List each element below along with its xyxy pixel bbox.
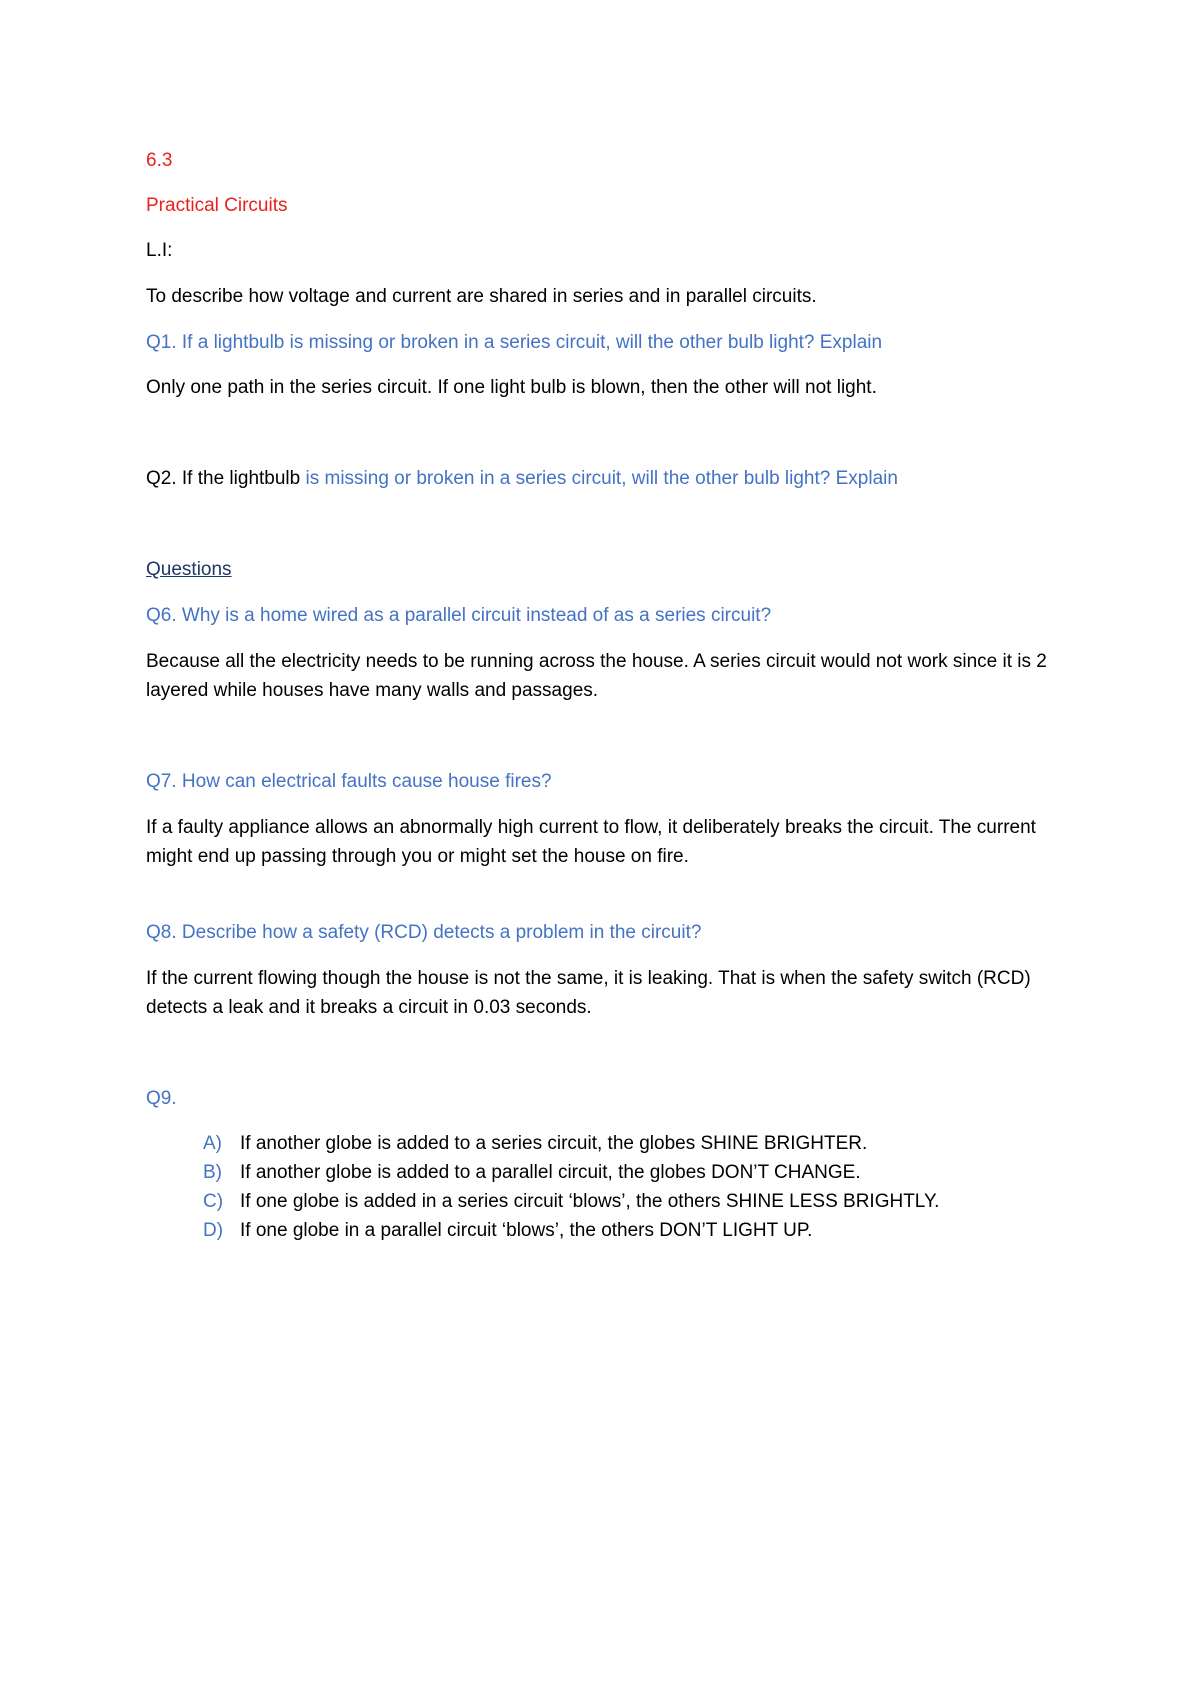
question-2 bbox=[146, 466, 898, 492]
question-9: Q9. bbox=[146, 1088, 177, 1109]
q9-statements-list bbox=[203, 1129, 939, 1245]
question-7: Q7. How can electrical faults cause house fires? bbox=[146, 771, 552, 792]
answer-7: If a faulty appliance allows an abnormally high current to flow, it deliberately breaks the circuit. The current might end up passing through you or might set the house on fire. bbox=[146, 817, 1036, 867]
section-number: 6.3 bbox=[146, 150, 173, 171]
question-6: Q6. Why is a home wired as a parallel circuit instead of as a series circuit? bbox=[146, 605, 772, 626]
learning-intention-label: L.I: bbox=[146, 240, 173, 261]
question-8: Q8. Describe how a safety (RCD) detects a problem in the circuit? bbox=[146, 922, 702, 943]
answer-6: Because all the electricity needs to be running across the house. A series circuit would not work since it is 2 layered while houses have many walls and passages. bbox=[146, 651, 1047, 701]
question-2-prefix: Q2. If the lightbulb bbox=[146, 468, 301, 489]
list-item-text: If another globe is added to a parallel circuit, the globes DON’T CHANGE. bbox=[240, 1162, 861, 1183]
list-item bbox=[203, 1216, 939, 1245]
list-marker: C) bbox=[203, 1191, 224, 1212]
list-item-text: If another globe is added to a series circuit, the globes SHINE BRIGHTER. bbox=[240, 1133, 868, 1154]
page-title: Practical Circuits bbox=[146, 195, 288, 216]
list-marker: A) bbox=[203, 1133, 222, 1154]
list-item bbox=[203, 1158, 939, 1187]
list-item bbox=[203, 1129, 939, 1158]
answer-1: Only one path in the series circuit. If one light bulb is blown, then the other will not light. bbox=[146, 377, 877, 398]
list-item-text: If one globe is added in a series circuit ‘blows’, the others SHINE LESS BRIGHTLY. bbox=[240, 1191, 940, 1212]
list-item-text: If one globe in a parallel circuit ‘blows’, the others DON’T LIGHT UP. bbox=[240, 1220, 813, 1241]
list-marker: D) bbox=[203, 1220, 224, 1241]
question-1: Q1. If a lightbulb is missing or broken in a series circuit, will the other bulb light? Explain bbox=[146, 332, 883, 353]
question-2-rest: is missing or broken in a series circuit, will the other bulb light? Explain bbox=[300, 468, 898, 489]
section-heading-questions: Questions bbox=[146, 559, 232, 580]
list-marker: B) bbox=[203, 1162, 222, 1183]
learning-intention-text: To describe how voltage and current are shared in series and in parallel circuits. bbox=[146, 286, 817, 307]
list-item bbox=[203, 1187, 939, 1216]
answer-8: If the current flowing though the house is not the same, it is leaking. That is when the safety switch (RCD) detects a leak and it breaks a circuit in 0.03 seconds. bbox=[146, 968, 1031, 1018]
